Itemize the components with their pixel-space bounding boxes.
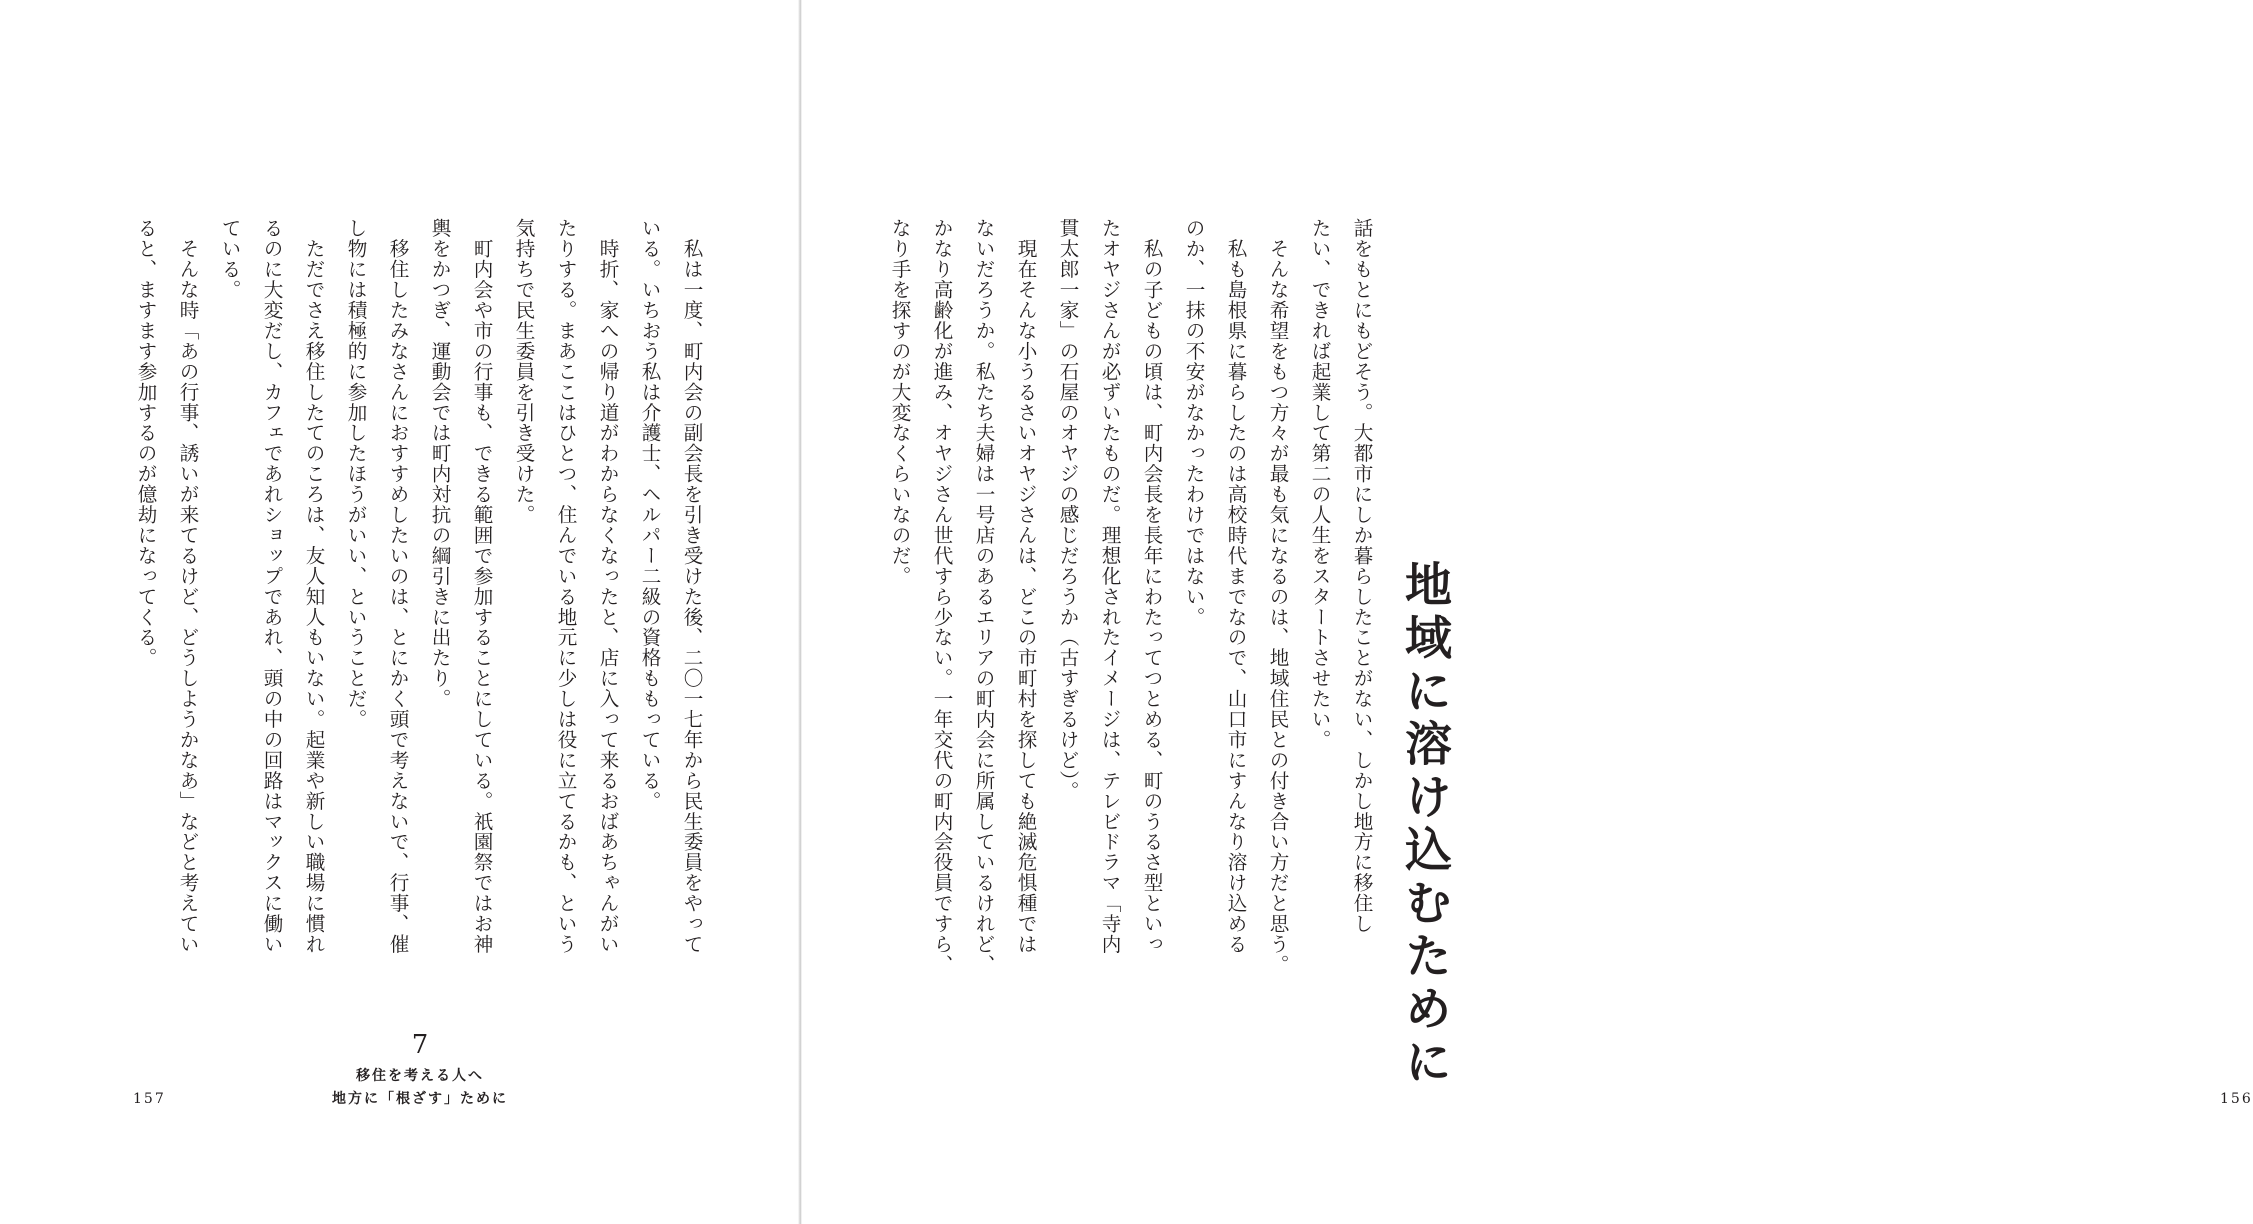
- page-number-left: 157: [133, 1091, 166, 1107]
- running-head-line1: 移住を考える人へ: [356, 1068, 484, 1084]
- right-body-text: 話をもとにもどそう。大都市にしか暮らしたことがない、しかし地方に移住し たい、できれば起業して第二の人生をスタートさせたい。 そんな希望をもつ方々が最も気になるのは、地域住民との付き合い方だと思う。 私も島根県に暮らしたのは高校時代までなので、山口市にすんなり溶け込める のか、一抹の不安がなかったわけではない。 私の子どもの頃は、町内会長を長年にわたってつとめる、町のうるさ型といっ たオヤジさんが必ずいたものだ。理想化されたイメージは、テレビドラマ「寺内 貫太郎一家」の石屋のオヤジの感じだろうか（古すぎるけど）。 現在そんな小うるさいオヤジさんは、どこの市町村を探しても絶滅危惧種では ないだろうか。私たち夫婦は一号店のあるエリアの町内会に所属しているけれど、 かなり高齢化が進み、オヤジさん世代すら少ない。一年交代の町内会役員ですら、 なり手を探すのが大変なくらいなのだ。: [888, 218, 1373, 975]
- right-page: [802, 0, 2253, 1224]
- left-body-text: 私は一度、町内会の副会長を引き受けた後、二〇一七年から民生委員をやって いる。いちおう私は介護士、ヘルパー二級の資格ももっている。 時折、家への帰り道がわからなくなったと、店に入って来るおばあちゃんがい たりする。まあここはひとつ、住んでいる地元に少しは役に立てるかも、という 気持ちで民生委員を引き受けた。 町内会や市の行事も、できる範囲で参加することにしている。祇園祭ではお神 輿をかつぎ、運動会では町内対抗の綱引きに出たり。 移住したみなさんにおすすめしたいのは、とにかく頭で考えないで、行事、催 し物には積極的に参加したほうがいい、ということだ。 ただでさえ移住したてのころは、友人知人もいない。起業や新しい職場に慣れ るのに大変だし、カフェであれショップであれ、頭の中の回路はマックスに働い ている。 そんな時「あの行事、誘いが来てるけど、どうしようかなあ」などと考えてい ると、ますます参加するのが億劫になってくる。: [134, 218, 703, 955]
- chapter-title: 地域に溶け込むために: [1397, 560, 1452, 1090]
- chapter-number: 7: [411, 1030, 429, 1060]
- left-page: [0, 0, 800, 1224]
- running-head-line2: 地方に「根ざす」ために: [332, 1091, 508, 1107]
- page-number-right: 156: [2220, 1091, 2253, 1107]
